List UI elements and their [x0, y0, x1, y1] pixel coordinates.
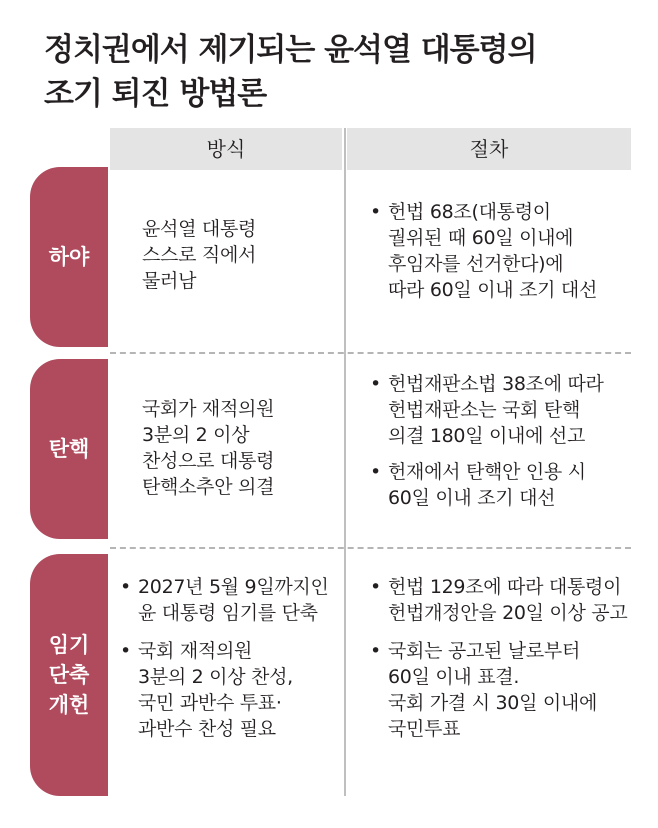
row-divider-2 [110, 547, 631, 549]
method-line: 2027년 5월 9일까지인 [138, 576, 329, 598]
procedure-cell-impeachment [370, 371, 604, 511]
method-line: 국회가 재적의원 [142, 398, 275, 420]
procedure-bullet [370, 199, 597, 303]
bullet-dot: • [120, 640, 131, 662]
procedure-bullet [370, 459, 604, 511]
method-line: 찬성으로 대통령 [142, 450, 275, 472]
title-line-2: 조기 퇴진 방법론 [44, 76, 267, 112]
method-cell-impeachment [142, 396, 274, 500]
bullet-dot: • [370, 640, 381, 662]
page-title [44, 28, 537, 116]
row-label-text: 단축 [48, 663, 90, 687]
procedure-line: 후임자를 선거한다)에 [388, 253, 564, 275]
procedure-line: 헌법재판소는 국회 탄핵 [388, 399, 581, 421]
method-line: 스스로 직에서 [142, 244, 257, 266]
column-header-method: 방식 [110, 128, 342, 170]
bullet-dot: • [370, 461, 381, 483]
row-label-text: 탄핵 [48, 437, 90, 461]
procedure-bullet [370, 371, 604, 449]
method-line: 윤 대통령 임기를 단축 [138, 602, 318, 624]
procedure-cell-resignation [370, 199, 597, 303]
procedure-cell-term-reduction [370, 574, 627, 742]
procedure-line: 따라 60일 이내 조기 대선 [388, 279, 598, 301]
method-line: 3분의 2 이상 [142, 424, 250, 446]
procedure-line: 헌법 129조에 따라 대통령이 [388, 576, 622, 598]
row-divider-1 [110, 352, 631, 354]
method-line: 3분의 2 이상 찬성, [138, 666, 293, 688]
row-label-impeachment [30, 359, 108, 539]
procedure-line: 의결 180일 이내에 선고 [388, 425, 586, 447]
procedure-line: 헌재에서 탄핵안 인용 시 [388, 461, 586, 483]
row-label-resignation [30, 167, 108, 347]
title-line-1: 정치권에서 제기되는 윤석열 대통령의 [44, 32, 537, 68]
row-label-text: 임기 [48, 633, 90, 657]
method-line: 탄핵소추안 의결 [142, 476, 275, 498]
method-line: 국회 재적의원 [138, 640, 253, 662]
procedure-bullet [370, 574, 627, 626]
method-line: 물러남 [142, 270, 197, 292]
procedure-line: 60일 이내 조기 대선 [388, 487, 556, 509]
procedure-bullet [370, 638, 627, 742]
procedure-line: 헌법개정안을 20일 이상 공고 [388, 602, 628, 624]
procedure-line: 국민투표 [388, 718, 461, 740]
row-label-text: 개헌 [48, 693, 90, 717]
procedure-line: 국회 가결 시 30일 이내에 [388, 692, 598, 714]
method-cell-resignation [142, 216, 256, 294]
bullet-dot: • [370, 201, 381, 223]
procedure-line: 60일 이내 표결. [388, 666, 520, 688]
method-line: 윤석열 대통령 [142, 218, 257, 240]
procedure-line: 헌법 68조(대통령이 [388, 201, 551, 223]
row-label-text: 하야 [48, 245, 90, 269]
row-label-text-group [49, 630, 90, 720]
procedure-line: 궐위된 때 60일 이내에 [388, 227, 574, 249]
method-cell-term-reduction [120, 574, 329, 742]
method-bullet [120, 574, 329, 626]
column-header-procedure: 절차 [347, 128, 631, 170]
procedure-line: 국회는 공고된 날로부터 [388, 640, 581, 662]
method-bullet [120, 638, 329, 742]
bullet-dot: • [370, 576, 381, 598]
column-divider [344, 128, 346, 796]
bullet-dot: • [370, 373, 381, 395]
row-label-term-reduction-amendment [30, 554, 108, 796]
method-line: 국민 과반수 투표· [138, 692, 282, 714]
procedure-line: 헌법재판소법 38조에 따라 [388, 373, 604, 395]
bullet-dot: • [120, 576, 131, 598]
method-line: 과반수 찬성 필요 [138, 718, 276, 740]
